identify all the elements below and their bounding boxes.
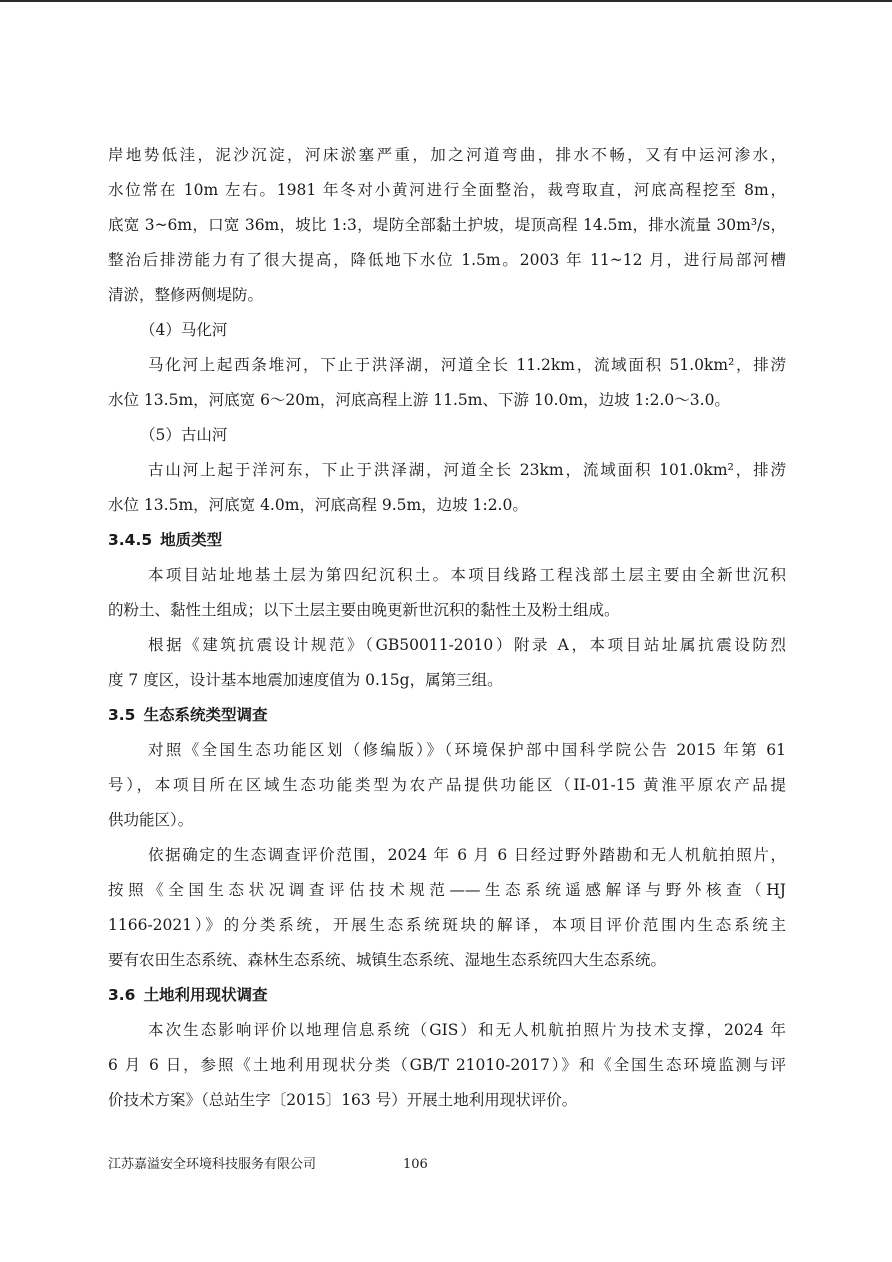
text-line: 按照《全国生态状况调查评估技术规范——生态系统遥感解译与野外核查（HJ [108,881,786,899]
text-line: 供功能区）。 [108,811,194,829]
page-footer [108,1155,786,1175]
text-line: 要有农田生态系统、森林生态系统、城镇生态系统、湿地生态系统四大生态系统。 [108,951,667,969]
paragraph-ecosystem-survey [108,838,786,978]
text-line: 的粉土、黏性土组成；以下土层主要由晚更新世沉积的黏性土及粉土组成。 [108,601,620,619]
section-number: 3.4.5 [108,531,153,549]
section-number: 3.6 [108,986,136,1004]
footer-company-name: 江苏嘉溢安全环境科技服务有限公司 [108,1157,317,1172]
text-line: 依据确定的生态调查评价范围，2024 年 6 月 6 日经过野外踏勘和无人机航拍照片， [148,846,786,864]
text-line: 号），本项目所在区域生态功能类型为农产品提供功能区（II-01-15 黄淮平原农产品提 [108,776,786,794]
paragraph-seismic [108,628,786,698]
section-title: 地质类型 [160,531,223,549]
section-title: 土地利用现状调查 [143,986,268,1004]
item-heading-gushanhe: （5）古山河 [140,426,228,444]
section-heading-3-6 [108,978,786,1013]
text-line: 马化河上起西条堆河，下止于洪泽湖，河道全长 11.2km，流域面积 51.0km²，排涝 [148,356,786,374]
section-heading-3-5 [108,698,786,733]
text-line: 底宽 3~6m，口宽 36m，坡比 1:3，堤防全部黏土护坡，堤顶高程 14.5m，排水流量 30m³/s， [108,216,786,234]
paragraph-mahuahe [108,348,786,418]
text-line: 整治后排涝能力有了很大提高，降低地下水位 1.5m。2003 年 11~12 月，进行局部河槽 [108,251,786,269]
section-title: 生态系统类型调查 [143,706,268,724]
section-heading-3-4-5 [108,523,786,558]
document-body [108,138,786,1118]
text-line: 根据《建筑抗震设计规范》（GB50011-2010）附录 A，本项目站址属抗震设防烈 [148,636,786,654]
text-line: 水位常在 10m 左右。1981 年冬对小黄河进行全面整治，裁弯取直，河底高程挖至 8m， [108,181,786,199]
text-line: 1166-2021）》的分类系统，开展生态系统斑块的解译，本项目评价范围内生态系统主 [108,916,786,934]
paragraph-geology-soil [108,558,786,628]
top-border-line [0,0,892,2]
section-number: 3.5 [108,706,136,724]
item-heading-mahuahe: （4）马化河 [140,321,228,339]
paragraph-gushanhe [108,453,786,523]
text-line: 本次生态影响评价以地理信息系统（GIS）和无人机航拍照片为技术支撑，2024 年 [148,1021,786,1039]
text-line: 对照《全国生态功能区划（修编版）》（环境保护部中国科学院公告 2015 年第 61 [148,741,786,759]
paragraph-xiaohuanghe-continued [108,138,786,313]
page-number: 106 [403,1157,428,1172]
text-line: 水位 13.5m，河底宽 4.0m，河底高程 9.5m，边坡 1:2.0。 [108,496,528,514]
paragraph-eco-function-zone [108,733,786,838]
text-line: 度 7 度区，设计基本地震加速度值为 0.15g，属第三组。 [108,671,503,689]
text-line: 水位 13.5m，河底宽 6～20m，河底高程上游 11.5m、下游 10.0m，边坡 1:2.0～3.0。 [108,391,730,409]
text-line: 6 月 6 日，参照《土地利用现状分类（GB/T 21010-2017）》和《全国生态环境监测与评 [108,1056,786,1074]
text-line: 本项目站址地基土层为第四纪沉积土。本项目线路工程浅部土层主要由全新世沉积 [148,566,786,584]
text-line: 清淤，整修两侧堤防。 [108,286,264,304]
text-line: 古山河上起于洋河东，下止于洪泽湖，河道全长 23km，流域面积 101.0km²，排涝 [148,461,786,479]
text-line: 价技术方案》（总站生字〔2015〕163 号）开展土地利用现状评价。 [108,1091,578,1109]
paragraph-land-use [108,1013,786,1118]
text-line: 岸地势低洼，泥沙沉淀，河床淤塞严重，加之河道弯曲，排水不畅，又有中运河渗水， [108,146,786,164]
